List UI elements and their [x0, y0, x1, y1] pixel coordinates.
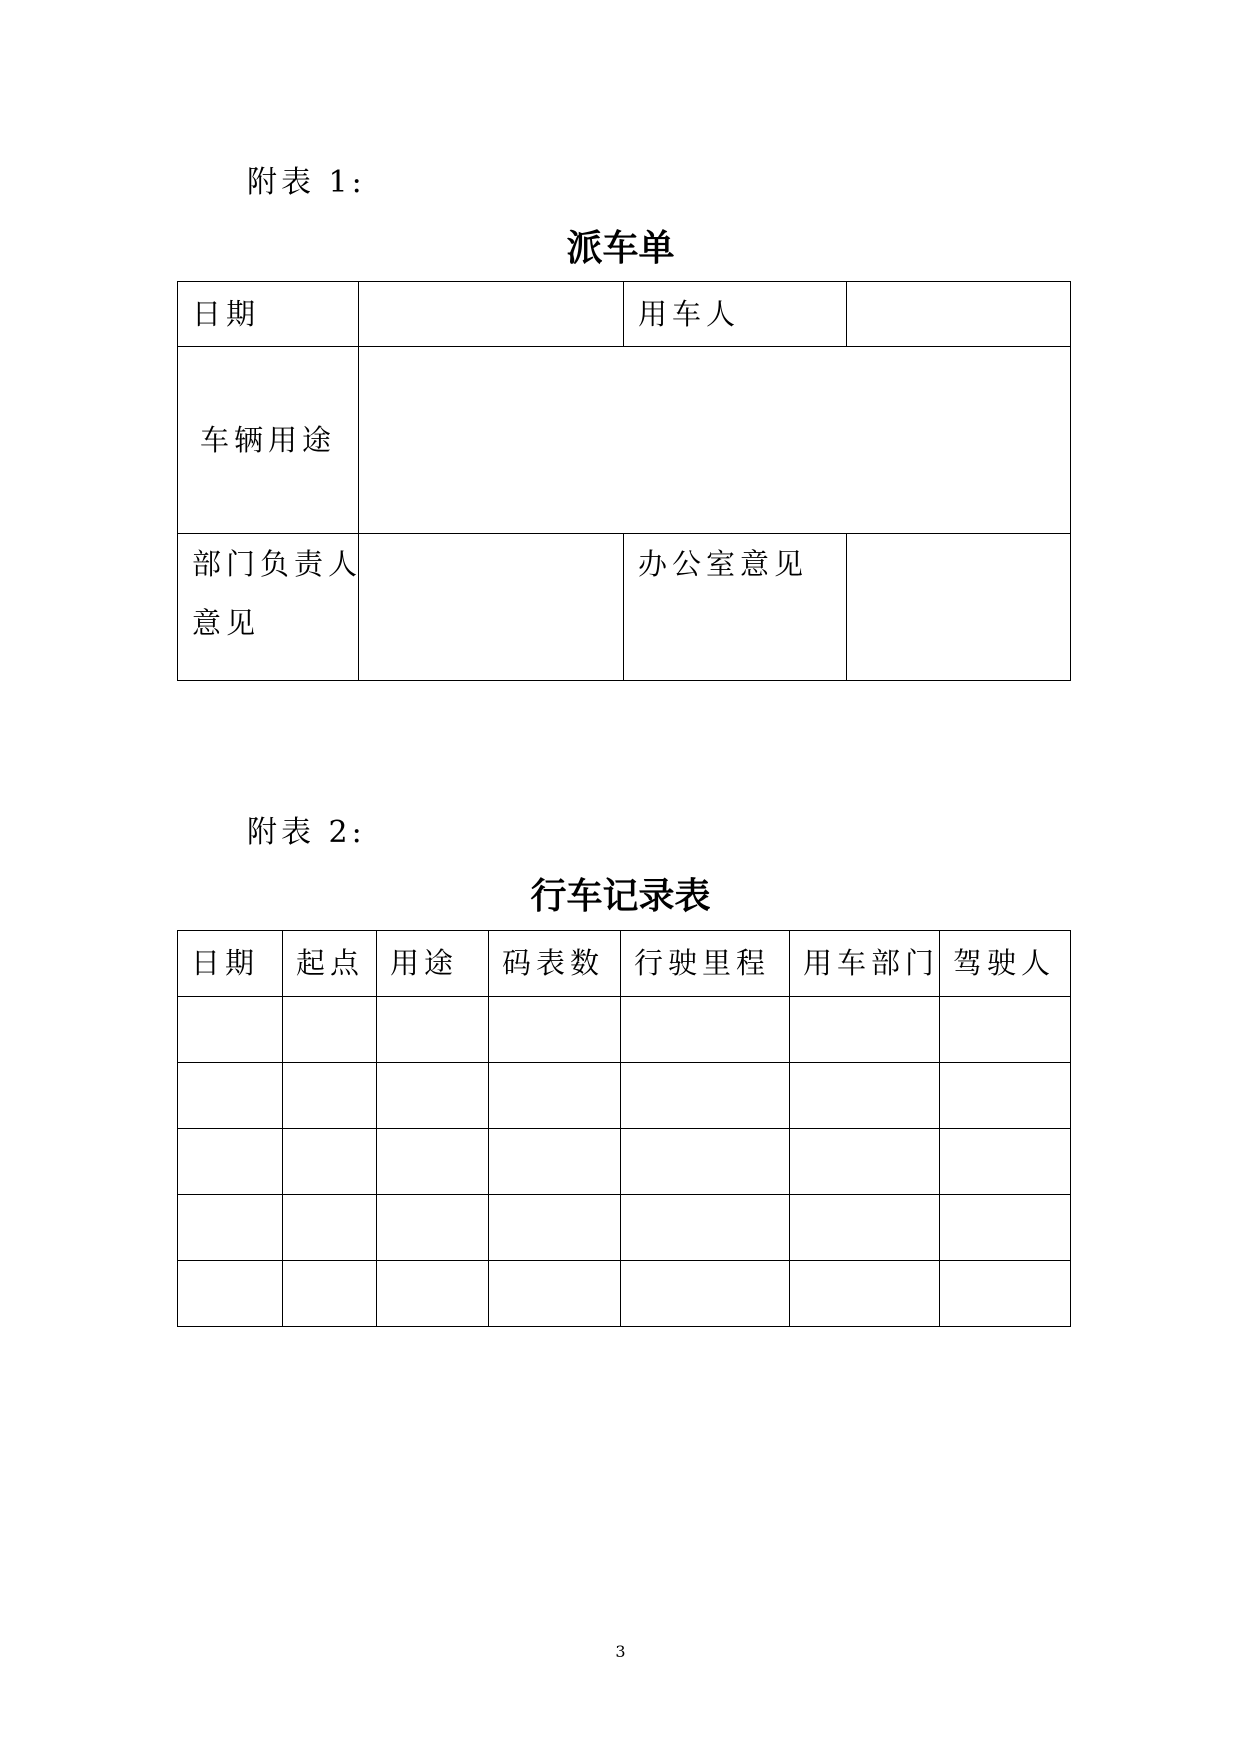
office-opinion-field[interactable] — [847, 534, 1071, 681]
vehicle-user-field[interactable] — [847, 282, 1071, 347]
table-cell[interactable] — [790, 1063, 940, 1129]
table-cell[interactable] — [178, 1261, 283, 1327]
table-cell[interactable] — [178, 997, 283, 1063]
table-cell[interactable] — [283, 1195, 377, 1261]
vehicle-purpose-label: 车辆用途 — [178, 347, 359, 534]
table-cell[interactable] — [377, 997, 489, 1063]
driving-log-title: 行车记录表 — [530, 876, 711, 917]
table-row — [178, 997, 1071, 1063]
date-label: 日期 — [178, 282, 359, 347]
table-cell[interactable] — [283, 997, 377, 1063]
table-cell[interactable] — [940, 1261, 1071, 1327]
table-cell[interactable] — [940, 1063, 1071, 1129]
table-cell[interactable] — [790, 1195, 940, 1261]
date-field[interactable] — [359, 282, 624, 347]
table-row — [178, 1195, 1071, 1261]
table-cell[interactable] — [283, 1129, 377, 1195]
column-header-department: 用车部门 — [790, 931, 940, 997]
table-cell[interactable] — [377, 1063, 489, 1129]
column-header-mileage: 行驶里程 — [621, 931, 790, 997]
table-cell[interactable] — [621, 1195, 790, 1261]
table-cell[interactable] — [621, 997, 790, 1063]
table-cell[interactable] — [377, 1195, 489, 1261]
table-cell[interactable] — [489, 1195, 621, 1261]
table-cell[interactable] — [377, 1129, 489, 1195]
table-cell[interactable] — [940, 1129, 1071, 1195]
dept-head-opinion-label — [178, 534, 363, 681]
appendix-2-label: 附表 2: — [247, 815, 366, 850]
column-header-purpose: 用途 — [377, 931, 489, 997]
table-row — [178, 1063, 1071, 1129]
dispatch-form-title: 派车单 — [566, 228, 675, 269]
vehicle-user-label: 用车人 — [624, 282, 847, 347]
log-header-row — [178, 931, 1071, 997]
dept-head-opinion-field[interactable] — [359, 534, 624, 681]
column-header-date: 日期 — [178, 931, 283, 997]
table-cell[interactable] — [178, 1195, 283, 1261]
table-row — [178, 1129, 1071, 1195]
dept-head-opinion-label-line2: 意见 — [192, 606, 261, 640]
driving-log-table — [177, 930, 1071, 1327]
vehicle-purpose-field[interactable] — [359, 347, 1071, 534]
table-cell[interactable] — [790, 997, 940, 1063]
table-cell[interactable] — [790, 1129, 940, 1195]
table-cell[interactable] — [621, 1063, 790, 1129]
table-row — [178, 1261, 1071, 1327]
dispatch-form-table — [177, 281, 1071, 681]
table-cell[interactable] — [489, 1261, 621, 1327]
appendix-1-label: 附表 1: — [247, 165, 366, 200]
table-cell[interactable] — [178, 1063, 283, 1129]
column-header-start-point: 起点 — [283, 931, 377, 997]
dept-head-opinion-label-line1: 部门负责人 — [192, 547, 363, 581]
table-cell[interactable] — [489, 1063, 621, 1129]
table-cell[interactable] — [489, 997, 621, 1063]
table-cell[interactable] — [377, 1261, 489, 1327]
table-cell[interactable] — [790, 1261, 940, 1327]
page-number: 3 — [615, 1642, 626, 1661]
table-cell[interactable] — [283, 1063, 377, 1129]
column-header-odometer: 码表数 — [489, 931, 621, 997]
table-cell[interactable] — [621, 1129, 790, 1195]
table-cell[interactable] — [621, 1261, 790, 1327]
table-cell[interactable] — [178, 1129, 283, 1195]
table-cell[interactable] — [489, 1129, 621, 1195]
office-opinion-label: 办公室意见 — [624, 534, 847, 681]
table-cell[interactable] — [940, 1195, 1071, 1261]
table-cell[interactable] — [940, 997, 1071, 1063]
table-cell[interactable] — [283, 1261, 377, 1327]
column-header-driver: 驾驶人 — [940, 931, 1071, 997]
